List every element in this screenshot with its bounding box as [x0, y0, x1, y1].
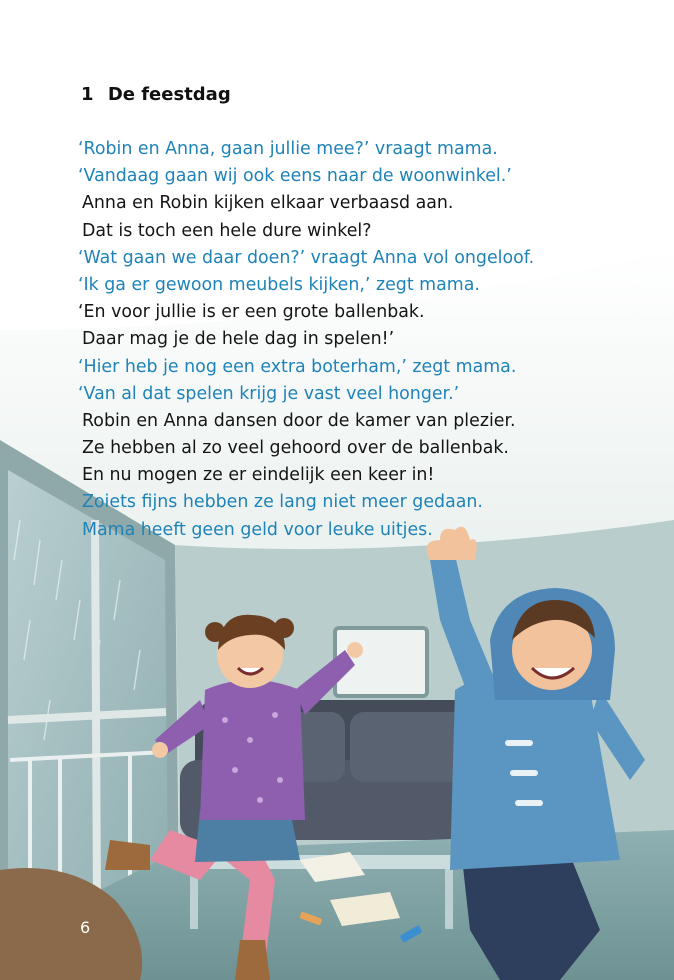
story-line: ‘Robin en Anna, gaan jullie mee?’ vraagt mama.: [78, 139, 498, 159]
story-line: Mama heeft geen geld voor leuke uitjes.: [82, 519, 433, 540]
chapter-heading: [81, 84, 231, 105]
story-line: En nu mogen ze er eindelijk een keer in!: [82, 465, 435, 486]
story-line: ‘Ik ga er gewoon meubels kijken,’ zegt mama.: [78, 274, 480, 295]
story-line: ‘Wat gaan we daar doen?’ vraagt Anna vol ongeloof.: [78, 247, 535, 268]
chapter-title: De feestdag: [107, 84, 231, 105]
story-line: Robin en Anna dansen door de kamer van plezier.: [82, 410, 516, 431]
story-line: Ze hebben al zo veel gehoord over de ballenbak.: [82, 438, 509, 459]
story-line: Anna en Robin kijken elkaar verbaasd aan.: [82, 193, 454, 214]
story-line: Daar mag je de hele dag in spelen!’: [82, 329, 395, 350]
story-line: Dat is toch een hele dure winkel?: [82, 220, 372, 241]
story-line: ‘Van al dat spelen krijg je vast veel honger.’: [78, 383, 460, 404]
story-line: ‘Hier heb je nog een extra boterham,’ zegt mama.: [78, 356, 517, 377]
story-text: [78, 136, 638, 544]
page-number: 6: [80, 918, 91, 937]
chapter-number: 1: [81, 84, 94, 105]
story-line: ‘Vandaag gaan wij ook eens naar de woonwinkel.’: [78, 166, 512, 187]
story-line: ‘En voor jullie is er een grote ballenbak.: [78, 302, 425, 323]
story-line: Zoiets fijns hebben ze lang niet meer gedaan.: [82, 492, 483, 513]
